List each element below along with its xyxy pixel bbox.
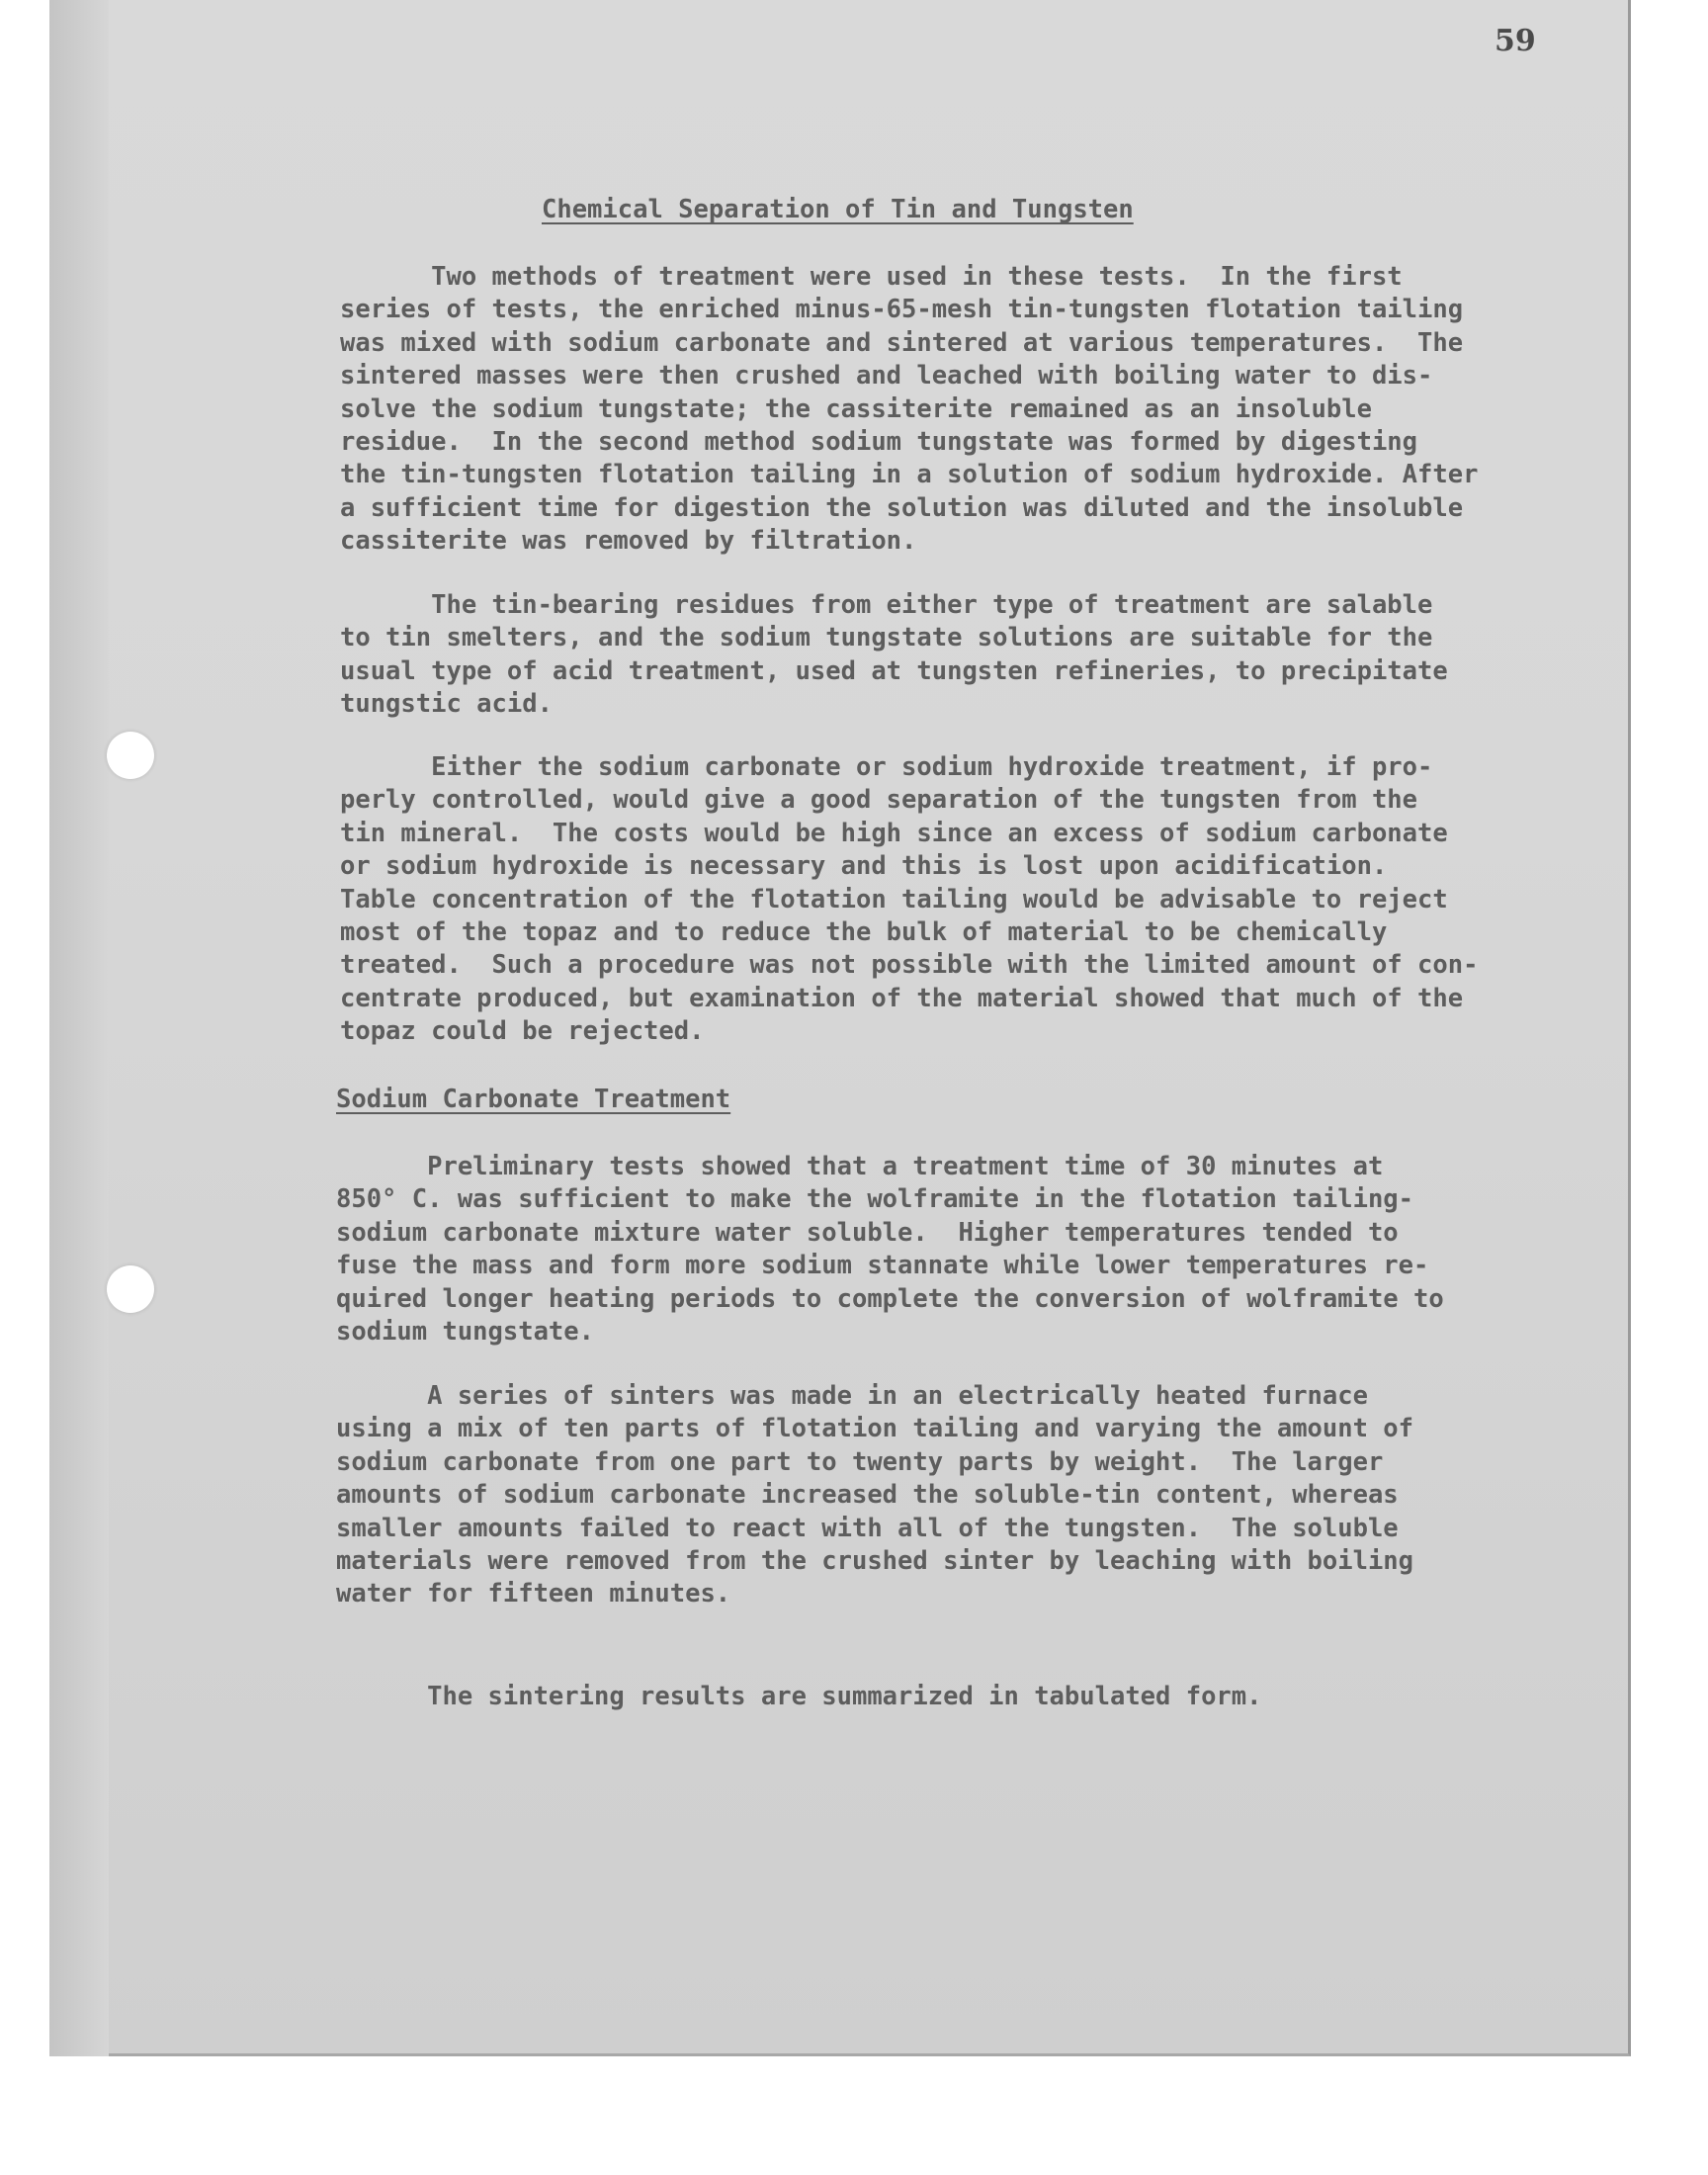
binding-edge-shadow [49,0,109,2056]
punch-hole-upper [107,732,154,779]
punch-hole-lower [107,1265,154,1313]
paragraph-results-summary: The sintering results are summarized in tabulated form. [336,1682,1262,1711]
section-heading-sodium-carbonate: Sodium Carbonate Treatment [336,1085,731,1114]
paragraph-separation-costs: Either the sodium carbonate or sodium hydroxide treatment, if pro- perly controlled, would give a good separation of the tungsten from the tin mineral. The costs would be high since an excess of sodium carbonate or sodium hydroxide is necessary and this is lost upon acidification. Table concentration of the flotation tailing would be advisable to reject most of the topaz and to reduce the bulk of material to be chemically treated. Such a procedure was not possible with the limited amount of con- centrate produced, but examination of the material showed that much of the topaz could be rejected. [340,752,1479,1047]
paragraph-treatment-methods: Two methods of treatment were used in these tests. In the first series of tests, the enriched minus-65-mesh tin-tungsten flotation tailing was mixed with sodium carbonate and sintered at various temperatures. The sintered masses were then crushed and leached with boiling water to dis- solve the sodium tungstate; the cassiterite remained as an insoluble residue. In the second method sodium tungstate was formed by digesting the tin-tungsten flotation tailing in a solution of sodium hydroxide. After a sufficient time for digestion the solution was diluted and the insoluble cassiterite was removed by filtration. [340,262,1479,557]
page-number: 59 [1494,24,1536,58]
paragraph-sinter-series: A series of sinters was made in an electrically heated furnace using a mix of ten parts of flotation tailing and varying the amount of sodium carbonate from one part to twenty parts by weight. The larger amounts of sodium carbonate increased the soluble-tin content, whereas smaller amounts failed to react with all of the tungsten. The soluble materials were removed from the crushed sinter by leaching with boiling water for fifteen minutes. [336,1381,1414,1610]
paragraph-tin-residues: The tin-bearing residues from either type of treatment are salable to tin smelters, and the sodium tungstate solutions are suitable for the usual type of acid treatment, used at tungsten refineries, to precipitate tungstic acid. [340,590,1448,720]
scan-margin [0,2059,1708,2175]
document-title: Chemical Separation of Tin and Tungsten [542,195,1134,224]
paragraph-preliminary-tests: Preliminary tests showed that a treatment time of 30 minutes at 850° C. was sufficient to make the wolframite in the flotation tailing- sodium carbonate mixture water soluble. Higher temperatures tended to fuse the mass and form more sodium stannate while lower temperatures re- quired longer heating periods to complete the conversion of wolframite to sodium tungstate. [336,1152,1444,1348]
